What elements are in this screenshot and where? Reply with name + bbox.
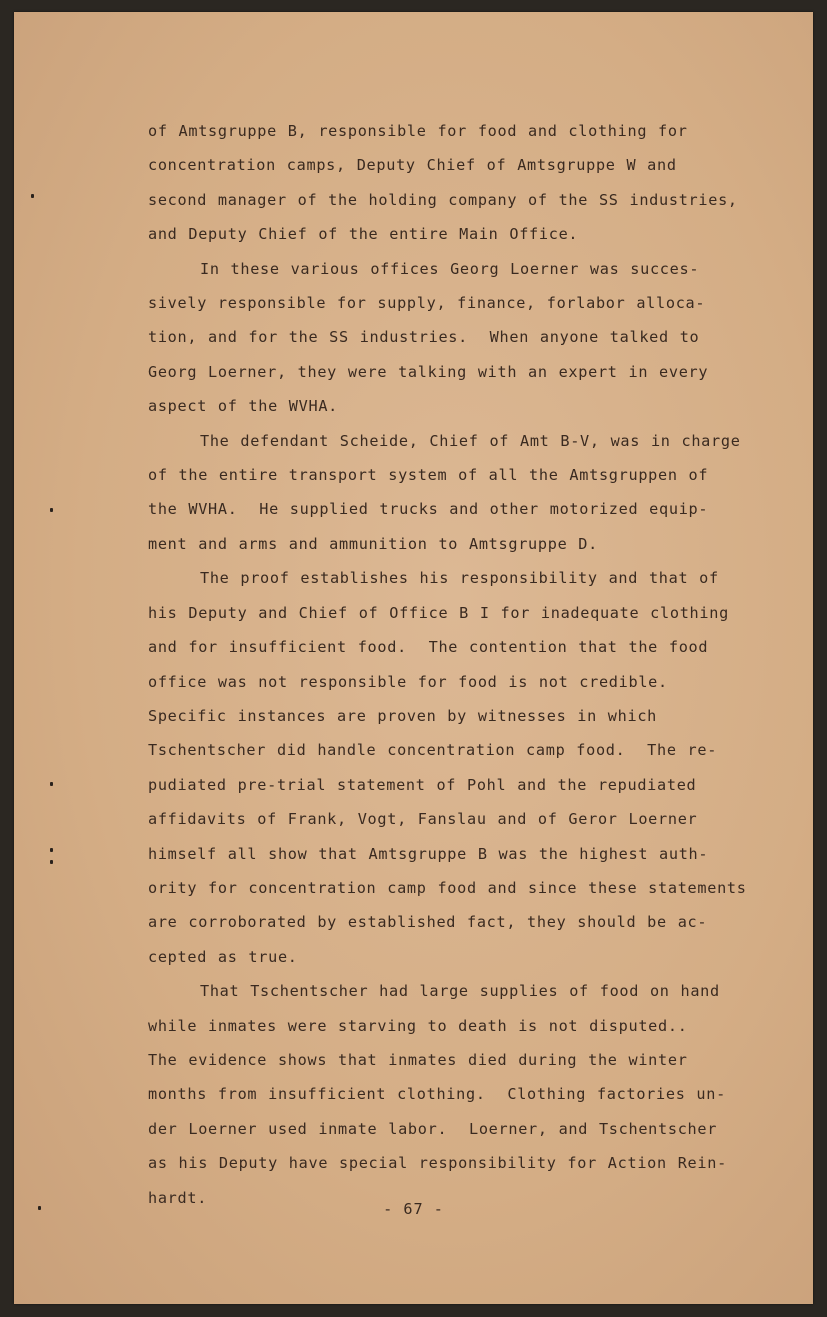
- document-page: [14, 12, 813, 1304]
- text-line: second manager of the holding company of the SS industries,: [148, 190, 738, 209]
- text-line: months from insufficient clothing. Clothing factories un-: [148, 1085, 726, 1104]
- text-line: as his Deputy have special responsibility for Action Rein-: [148, 1154, 727, 1173]
- page-number: - 67 -: [383, 1200, 444, 1218]
- text-line: concentration camps, Deputy Chief of Amtsgruppe W and: [148, 156, 677, 175]
- text-line: ority for concentration camp food and since these statements: [148, 878, 747, 897]
- text-line: pudiated pre-trial statement of Pohl and the repudiated: [148, 775, 697, 794]
- text-line: In these various offices Georg Loerner was succes-: [200, 259, 700, 278]
- text-line: are corroborated by established fact, they should be ac-: [148, 913, 708, 932]
- punch-mark: [50, 782, 53, 786]
- text-line: hardt.: [148, 1188, 208, 1207]
- text-line: tion, and for the SS industries. When anyone talked to: [148, 328, 700, 347]
- text-line: Tschentscher did handle concentration camp food. The re-: [148, 741, 718, 760]
- body-text: [148, 114, 768, 1215]
- text-line: while inmates were starving to death is not disputed..: [148, 1016, 688, 1035]
- text-line: of Amtsgruppe B, responsible for food and clothing for: [148, 122, 688, 140]
- text-line: der Loerner used inmate labor. Loerner, and Tschentscher: [148, 1119, 718, 1138]
- text-line: office was not responsible for food is not credible.: [148, 672, 668, 691]
- text-line: aspect of the WVHA.: [148, 397, 339, 416]
- text-line: The proof establishes his responsibility and that of: [200, 569, 719, 588]
- text-line: and for insufficient food. The contention that the food: [148, 638, 709, 657]
- text-line: That Tschentscher had large supplies of food on hand: [200, 982, 720, 1001]
- text-line: his Deputy and Chief of Office B I for inadequate clothing: [148, 603, 729, 622]
- text-line: himself all show that Amtsgruppe B was the highest auth-: [148, 844, 709, 863]
- text-line: Specific instances are proven by witnesses in which: [148, 706, 658, 725]
- text-line: of the entire transport system of all the Amtsgruppen of: [148, 466, 709, 485]
- text-line: affidavits of Frank, Vogt, Fanslau and of Geror Loerner: [148, 810, 698, 829]
- punch-mark: [31, 194, 34, 198]
- punch-mark: [50, 848, 53, 852]
- text-line: ment and arms and ammunition to Amtsgruppe D.: [148, 534, 598, 553]
- text-line: and Deputy Chief of the entire Main Office.: [148, 225, 579, 244]
- text-line: cepted as true.: [148, 947, 298, 966]
- punch-mark: [50, 860, 53, 864]
- text-line: The defendant Scheide, Chief of Amt B-V, was in charge: [200, 431, 741, 450]
- text-line: the WVHA. He supplied trucks and other motorized equip-: [148, 500, 709, 519]
- text-line: The evidence shows that inmates died during the winter: [148, 1050, 688, 1069]
- punch-mark: [50, 508, 53, 512]
- text-line: Georg Loerner, they were talking with an expert in every: [148, 362, 709, 381]
- text-line: sively responsible for supply, finance, forlabor alloca-: [148, 294, 706, 313]
